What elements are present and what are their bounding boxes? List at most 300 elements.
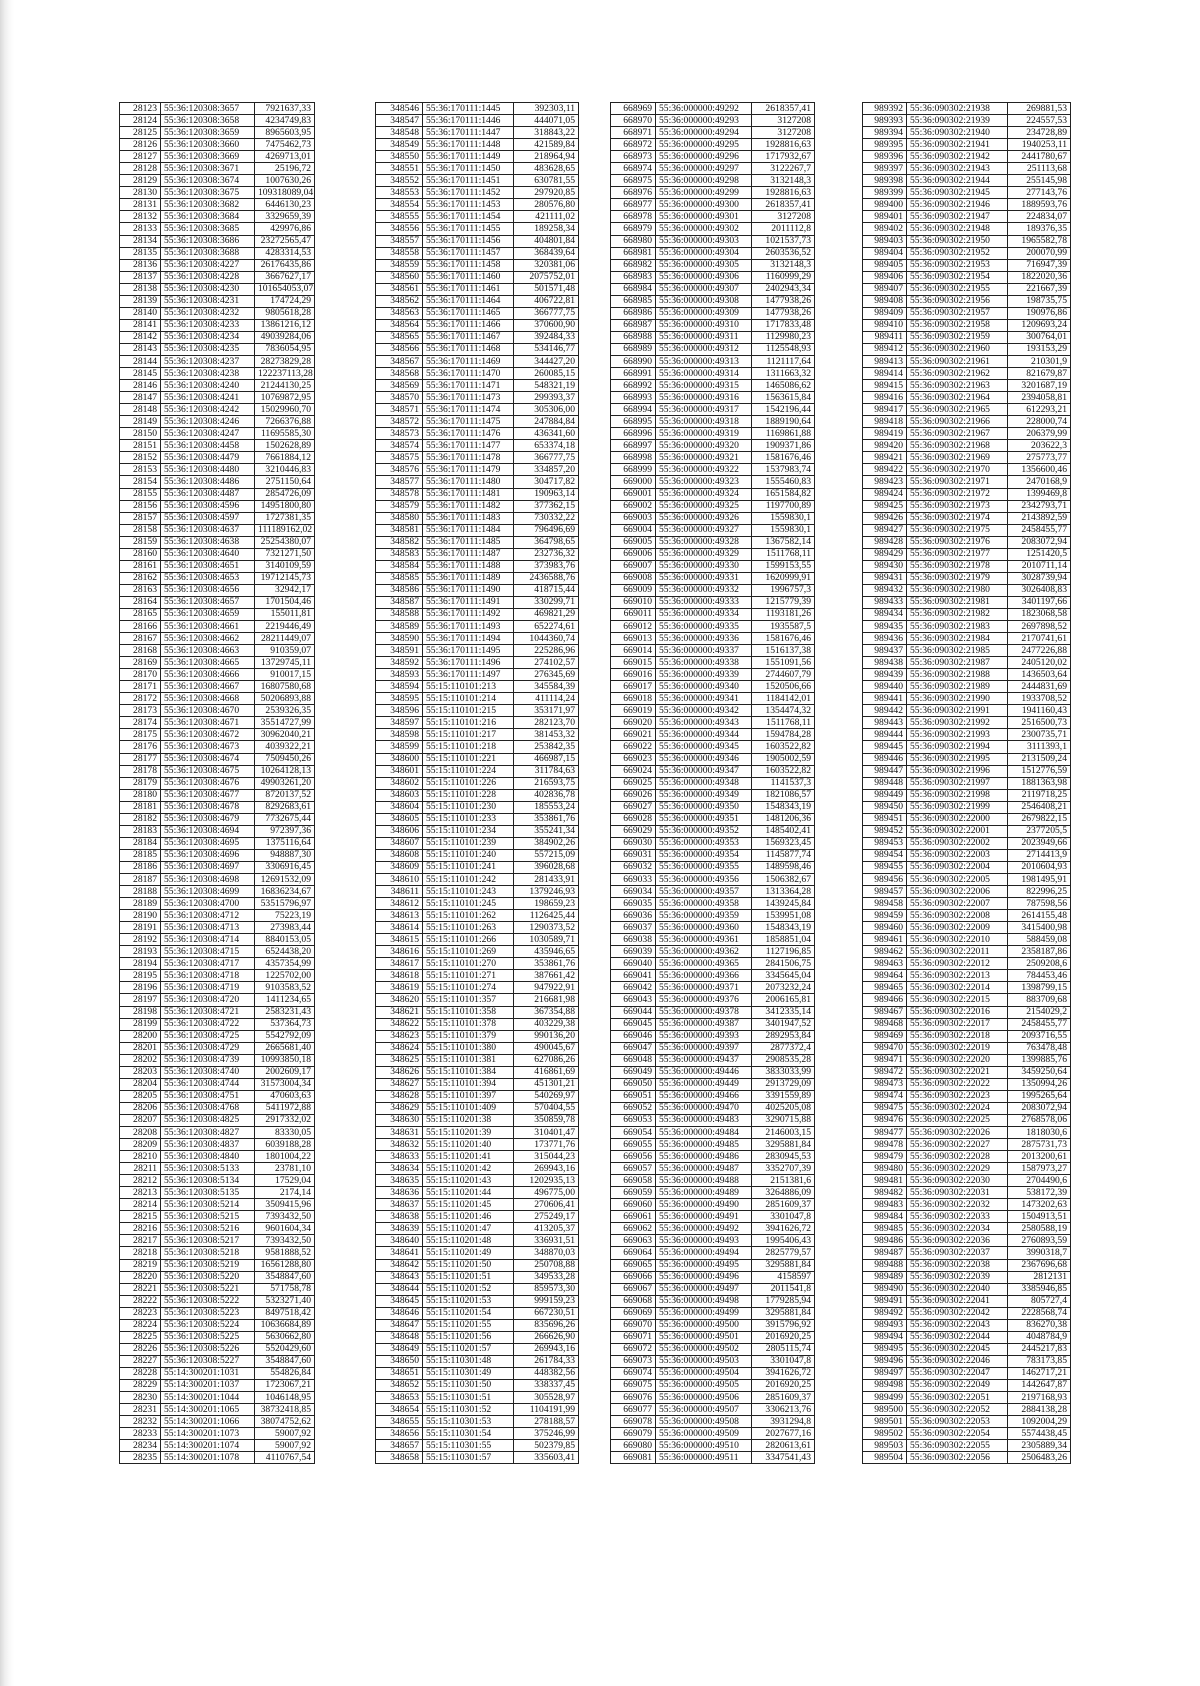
cadastral-value-cell: 540269,97	[514, 1090, 579, 1102]
row-number-cell: 28199	[120, 1018, 161, 1030]
cadastral-number-cell: 55:15:110201:54	[423, 1307, 514, 1319]
row-number-cell: 989425	[863, 500, 907, 512]
cadastral-number-cell: 55:15:110101:263	[423, 922, 514, 934]
table-row	[376, 476, 579, 488]
cadastral-value-cell: 3127208	[752, 127, 815, 139]
row-number-cell: 989439	[863, 669, 907, 681]
cadastral-value-cell: 203622,3	[1008, 440, 1071, 452]
cadastral-value-cell: 7661884,12	[255, 452, 315, 464]
cadastral-number-cell: 55:36:090302:21997	[907, 777, 1008, 789]
table-row	[611, 259, 815, 271]
cadastral-value-cell: 8497518,42	[255, 1307, 315, 1319]
cadastral-value-cell: 9805618,28	[255, 307, 315, 319]
table-row	[863, 1066, 1071, 1078]
row-number-cell: 28203	[120, 1066, 161, 1078]
row-number-cell: 669069	[611, 1307, 656, 1319]
table-row	[611, 813, 815, 825]
table-row	[120, 283, 315, 295]
cadastral-number-cell: 55:36:120308:4729	[161, 1042, 255, 1054]
row-number-cell: 28184	[120, 837, 161, 849]
cadastral-number-cell: 55:36:090302:21978	[907, 560, 1008, 572]
table-row	[863, 1452, 1071, 1464]
cadastral-number-cell: 55:36:090302:21948	[907, 223, 1008, 235]
table-row	[120, 1271, 315, 1283]
row-number-cell: 348650	[376, 1355, 423, 1367]
row-number-cell: 668975	[611, 175, 656, 187]
table-row	[863, 271, 1071, 283]
cadastral-number-cell: 55:14:300201:1074	[161, 1440, 255, 1452]
cadastral-value-cell: 3412335,14	[752, 1006, 815, 1018]
cadastral-number-cell: 55:36:120308:4479	[161, 452, 255, 464]
row-number-cell: 668998	[611, 452, 656, 464]
cadastral-number-cell: 55:36:120308:3685	[161, 223, 255, 235]
cadastral-value-cell: 2011112,8	[752, 223, 815, 235]
table-row	[120, 1379, 315, 1391]
row-number-cell: 28168	[120, 645, 161, 657]
cadastral-number-cell: 55:36:170111:1460	[423, 271, 514, 283]
table-row	[863, 127, 1071, 139]
cadastral-value-cell: 3295881,84	[752, 1259, 815, 1271]
cadastral-value-cell: 1889593,76	[1008, 199, 1071, 211]
table-row	[863, 548, 1071, 560]
row-number-cell: 669024	[611, 765, 656, 777]
cadastral-number-cell: 55:36:000000:49378	[656, 1006, 752, 1018]
cadastral-value-cell: 275249,17	[514, 1211, 579, 1223]
cadastral-value-cell: 1881363,98	[1008, 777, 1071, 789]
cadastral-value-cell: 2603536,52	[752, 247, 815, 259]
cadastral-number-cell: 55:36:120308:4725	[161, 1030, 255, 1042]
cadastral-number-cell: 55:15:110101:379	[423, 1030, 514, 1042]
row-number-cell: 28181	[120, 801, 161, 813]
table-row	[611, 223, 815, 235]
cadastral-number-cell: 55:15:110301:54	[423, 1428, 514, 1440]
table-row	[376, 103, 579, 115]
row-number-cell: 669080	[611, 1440, 656, 1452]
table-row	[376, 343, 579, 355]
row-number-cell: 28130	[120, 187, 161, 199]
table-row	[863, 1295, 1071, 1307]
cadastral-number-cell: 55:36:090302:22026	[907, 1126, 1008, 1138]
table-row	[611, 705, 815, 717]
cadastral-number-cell: 55:36:120308:5226	[161, 1343, 255, 1355]
row-number-cell: 28136	[120, 259, 161, 271]
table-row	[863, 1078, 1071, 1090]
cadastral-value-cell: 3132148,3	[752, 259, 815, 271]
row-number-cell: 348623	[376, 1030, 423, 1042]
table-row	[611, 380, 815, 392]
cadastral-value-cell: 155011,81	[255, 608, 315, 620]
cadastral-value-cell: 1981495,91	[1008, 874, 1071, 886]
cadastral-value-cell: 210301,9	[1008, 355, 1071, 367]
cadastral-number-cell: 55:36:000000:49337	[656, 645, 752, 657]
row-number-cell: 348563	[376, 307, 423, 319]
cadastral-number-cell: 55:36:000000:49361	[656, 934, 752, 946]
row-number-cell: 989446	[863, 753, 907, 765]
cadastral-value-cell: 821679,87	[1008, 368, 1071, 380]
row-number-cell: 348595	[376, 693, 423, 705]
cadastral-value-cell: 224834,07	[1008, 211, 1071, 223]
cadastral-number-cell: 55:36:000000:49339	[656, 669, 752, 681]
cadastral-value-cell: 570404,55	[514, 1102, 579, 1114]
cadastral-number-cell: 55:15:110301:51	[423, 1392, 514, 1404]
table-row	[611, 1440, 815, 1452]
cadastral-value-cell: 2143892,59	[1008, 512, 1071, 524]
row-number-cell: 348581	[376, 524, 423, 536]
cadastral-number-cell: 55:15:110201:52	[423, 1283, 514, 1295]
table-row	[376, 741, 579, 753]
cadastral-value-cell: 1354474,32	[752, 705, 815, 717]
row-number-cell: 28124	[120, 115, 161, 127]
table-row	[376, 247, 579, 259]
row-number-cell: 348618	[376, 970, 423, 982]
table-row	[863, 753, 1071, 765]
row-number-cell: 989482	[863, 1187, 907, 1199]
cadastral-value-cell: 1197700,89	[752, 500, 815, 512]
cadastral-value-cell: 216681,98	[514, 994, 579, 1006]
row-number-cell: 989427	[863, 524, 907, 536]
table-row	[611, 910, 815, 922]
cadastral-value-cell: 451301,21	[514, 1078, 579, 1090]
table-row	[120, 199, 315, 211]
row-number-cell: 989489	[863, 1271, 907, 1283]
cadastral-number-cell: 55:36:120308:4640	[161, 548, 255, 560]
table-row	[611, 1126, 815, 1138]
cadastral-value-cell: 1399469,8	[1008, 488, 1071, 500]
row-number-cell: 669081	[611, 1452, 656, 1464]
table-row	[863, 645, 1071, 657]
row-number-cell: 28174	[120, 717, 161, 729]
cadastral-number-cell: 55:36:120308:5218	[161, 1247, 255, 1259]
cadastral-value-cell: 3915796,92	[752, 1319, 815, 1331]
row-number-cell: 28219	[120, 1259, 161, 1271]
cadastral-value-cell: 1555460,83	[752, 476, 815, 488]
cadastral-number-cell: 55:36:090302:21974	[907, 512, 1008, 524]
cadastral-number-cell: 55:15:110101:271	[423, 970, 514, 982]
row-number-cell: 28170	[120, 669, 161, 681]
cadastral-number-cell: 55:36:170111:1482	[423, 500, 514, 512]
row-number-cell: 989416	[863, 392, 907, 404]
cadastral-number-cell: 55:36:170111:1483	[423, 512, 514, 524]
row-number-cell: 348560	[376, 271, 423, 283]
cadastral-number-cell: 55:36:090302:21950	[907, 235, 1008, 247]
cadastral-number-cell: 55:36:170111:1485	[423, 536, 514, 548]
table-row	[611, 825, 815, 837]
cadastral-value-cell: 2002609,17	[255, 1066, 315, 1078]
row-number-cell: 348653	[376, 1392, 423, 1404]
row-number-cell: 348645	[376, 1295, 423, 1307]
cadastral-value-cell: 2618357,41	[752, 199, 815, 211]
cadastral-value-cell: 28273829,28	[255, 355, 315, 367]
cadastral-value-cell: 3290715,88	[752, 1114, 815, 1126]
row-number-cell: 669036	[611, 910, 656, 922]
table-row	[376, 115, 579, 127]
table-row	[376, 1199, 579, 1211]
row-number-cell: 668976	[611, 187, 656, 199]
row-number-cell: 668988	[611, 331, 656, 343]
cadastral-value-cell: 311784,63	[514, 765, 579, 777]
table-row	[863, 1126, 1071, 1138]
cadastral-number-cell: 55:36:170111:1468	[423, 343, 514, 355]
cadastral-number-cell: 55:36:120308:4825	[161, 1114, 255, 1126]
table-row	[863, 633, 1071, 645]
cadastral-value-cell: 2093716,55	[1008, 1030, 1071, 1042]
table-row	[120, 825, 315, 837]
table-row	[376, 633, 579, 645]
cadastral-value-cell: 1399885,76	[1008, 1054, 1071, 1066]
row-number-cell: 348579	[376, 500, 423, 512]
table-row	[120, 717, 315, 729]
cadastral-value-cell: 2358187,86	[1008, 946, 1071, 958]
row-number-cell: 989475	[863, 1102, 907, 1114]
row-number-cell: 348589	[376, 621, 423, 633]
table-row	[120, 1331, 315, 1343]
row-number-cell: 348586	[376, 584, 423, 596]
cadastral-number-cell: 55:15:110101:397	[423, 1090, 514, 1102]
cadastral-value-cell: 3352707,39	[752, 1163, 815, 1175]
row-number-cell: 989398	[863, 175, 907, 187]
table-row	[120, 874, 315, 886]
cadastral-number-cell: 55:36:120308:4659	[161, 608, 255, 620]
cadastral-number-cell: 55:15:110201:38	[423, 1114, 514, 1126]
cadastral-value-cell: 1104191,99	[514, 1404, 579, 1416]
cadastral-value-cell: 5411972,88	[255, 1102, 315, 1114]
table-row	[376, 235, 579, 247]
row-number-cell: 669035	[611, 898, 656, 910]
table-body	[376, 103, 579, 1464]
cadastral-number-cell: 55:36:000000:49446	[656, 1066, 752, 1078]
cadastral-value-cell: 3415400,98	[1008, 922, 1071, 934]
cadastral-number-cell: 55:36:120308:4596	[161, 500, 255, 512]
cadastral-value-cell: 277143,76	[1008, 187, 1071, 199]
cadastral-value-cell: 2154029,2	[1008, 1006, 1071, 1018]
cadastral-number-cell: 55:36:120308:4678	[161, 801, 255, 813]
row-number-cell: 348638	[376, 1211, 423, 1223]
table-row	[863, 970, 1071, 982]
row-number-cell: 348571	[376, 404, 423, 416]
row-number-cell: 28152	[120, 452, 161, 464]
row-number-cell: 668993	[611, 392, 656, 404]
row-number-cell: 669058	[611, 1175, 656, 1187]
cadastral-value-cell: 111189162,02	[255, 524, 315, 536]
table-row	[611, 1331, 815, 1343]
cadastral-value-cell: 4283314,53	[255, 247, 315, 259]
row-number-cell: 669006	[611, 548, 656, 560]
cadastral-number-cell: 55:15:110101:270	[423, 958, 514, 970]
row-number-cell: 668990	[611, 355, 656, 367]
table-row	[611, 536, 815, 548]
cadastral-number-cell: 55:36:090302:21998	[907, 789, 1008, 801]
cadastral-value-cell: 305306,00	[514, 404, 579, 416]
cadastral-number-cell: 55:36:000000:49503	[656, 1355, 752, 1367]
row-number-cell: 669009	[611, 584, 656, 596]
row-number-cell: 348626	[376, 1066, 423, 1078]
cadastral-value-cell: 1481206,36	[752, 813, 815, 825]
row-number-cell: 28218	[120, 1247, 161, 1259]
row-number-cell: 348559	[376, 259, 423, 271]
cadastral-number-cell: 55:36:090302:22029	[907, 1163, 1008, 1175]
row-number-cell: 348639	[376, 1223, 423, 1235]
row-number-cell: 989462	[863, 946, 907, 958]
table-row	[863, 934, 1071, 946]
cadastral-value-cell: 75223,19	[255, 910, 315, 922]
row-number-cell: 348637	[376, 1199, 423, 1211]
cadastral-value-cell: 1439245,84	[752, 898, 815, 910]
row-number-cell: 669041	[611, 970, 656, 982]
cadastral-value-cell: 266626,90	[514, 1331, 579, 1343]
cadastral-value-cell: 269881,53	[1008, 103, 1071, 115]
cadastral-number-cell: 55:36:000000:49489	[656, 1187, 752, 1199]
cadastral-value-cell: 418715,44	[514, 584, 579, 596]
row-number-cell: 28213	[120, 1187, 161, 1199]
cadastral-value-cell: 282123,70	[514, 717, 579, 729]
row-number-cell: 348561	[376, 283, 423, 295]
table-row	[611, 1319, 815, 1331]
table-row	[120, 319, 315, 331]
cadastral-number-cell: 55:36:090302:21973	[907, 500, 1008, 512]
table-row	[376, 777, 579, 789]
cadastral-number-cell: 55:36:120308:5221	[161, 1283, 255, 1295]
cadastral-value-cell: 396028,68	[514, 861, 579, 873]
table-row	[376, 452, 579, 464]
table-row	[863, 1199, 1071, 1211]
cadastral-number-cell: 55:36:090302:22020	[907, 1054, 1008, 1066]
row-number-cell: 348594	[376, 681, 423, 693]
cadastral-number-cell: 55:36:090302:21962	[907, 368, 1008, 380]
cadastral-value-cell: 5542792,09	[255, 1030, 315, 1042]
cadastral-number-cell: 55:36:090302:21980	[907, 584, 1008, 596]
table-row	[611, 1428, 815, 1440]
cadastral-number-cell: 55:36:090302:21967	[907, 428, 1008, 440]
table-row	[863, 958, 1071, 970]
cadastral-value-cell: 9103583,52	[255, 982, 315, 994]
cadastral-value-cell: 345584,39	[514, 681, 579, 693]
table-row	[120, 536, 315, 548]
row-number-cell: 28235	[120, 1452, 161, 1464]
cadastral-number-cell: 55:36:090302:21984	[907, 633, 1008, 645]
cadastral-value-cell: 368439,64	[514, 247, 579, 259]
row-number-cell: 989440	[863, 681, 907, 693]
cadastral-number-cell: 55:36:090302:22049	[907, 1379, 1008, 1391]
table-row	[611, 548, 815, 560]
row-number-cell: 989432	[863, 584, 907, 596]
cadastral-value-cell: 344427,20	[514, 355, 579, 367]
cadastral-number-cell: 55:36:090302:21955	[907, 283, 1008, 295]
cadastral-value-cell: 216593,75	[514, 777, 579, 789]
row-number-cell: 668991	[611, 368, 656, 380]
cadastral-value-cell: 948887,30	[255, 849, 315, 861]
table-row	[863, 1283, 1071, 1295]
table-row	[120, 404, 315, 416]
cadastral-number-cell: 55:36:090302:22018	[907, 1030, 1008, 1042]
table-row	[611, 681, 815, 693]
cadastral-value-cell: 1477938,26	[752, 295, 815, 307]
cadastral-value-cell: 787598,56	[1008, 898, 1071, 910]
table-row	[611, 440, 815, 452]
table-row	[611, 1452, 815, 1464]
cadastral-number-cell: 55:36:000000:49301	[656, 211, 752, 223]
cadastral-value-cell: 1367582,14	[752, 536, 815, 548]
cadastral-number-cell: 55:36:170111:1451	[423, 175, 514, 187]
table-row	[863, 861, 1071, 873]
cadastral-value-cell: 1356600,46	[1008, 464, 1071, 476]
cadastral-number-cell: 55:36:170111:1453	[423, 199, 514, 211]
cadastral-number-cell: 55:36:120308:4228	[161, 271, 255, 283]
cadastral-number-cell: 55:36:000000:49357	[656, 886, 752, 898]
row-number-cell: 669010	[611, 596, 656, 608]
table-row	[120, 693, 315, 705]
table-row	[863, 199, 1071, 211]
row-number-cell: 348582	[376, 536, 423, 548]
row-number-cell: 989493	[863, 1319, 907, 1331]
row-number-cell: 669034	[611, 886, 656, 898]
cadastral-value-cell: 3548847,60	[255, 1355, 315, 1367]
cadastral-value-cell: 3401947,52	[752, 1018, 815, 1030]
cadastral-number-cell: 55:36:170111:1493	[423, 621, 514, 633]
cadastral-number-cell: 55:36:000000:49494	[656, 1247, 752, 1259]
table-row	[863, 500, 1071, 512]
row-number-cell: 989412	[863, 343, 907, 355]
row-number-cell: 668980	[611, 235, 656, 247]
row-number-cell: 28154	[120, 476, 161, 488]
row-number-cell: 989478	[863, 1139, 907, 1151]
table-row	[863, 1090, 1071, 1102]
cadastral-number-cell: 55:36:090302:22021	[907, 1066, 1008, 1078]
table-row	[611, 1139, 815, 1151]
row-number-cell: 989474	[863, 1090, 907, 1102]
cadastral-number-cell: 55:36:090302:22012	[907, 958, 1008, 970]
cadastral-value-cell: 4110767,54	[255, 1452, 315, 1464]
table-row	[120, 645, 315, 657]
cadastral-value-cell: 1965582,78	[1008, 235, 1071, 247]
cadastral-number-cell: 55:36:000000:49306	[656, 271, 752, 283]
cadastral-number-cell: 55:36:090302:21943	[907, 163, 1008, 175]
cadastral-number-cell: 55:36:120308:4247	[161, 428, 255, 440]
cadastral-value-cell: 10993850,18	[255, 1054, 315, 1066]
row-number-cell: 348572	[376, 416, 423, 428]
table-row	[611, 1283, 815, 1295]
table-row	[120, 163, 315, 175]
cadastral-value-cell: 318843,22	[514, 127, 579, 139]
table-row	[863, 1175, 1071, 1187]
row-number-cell: 28153	[120, 464, 161, 476]
cadastral-number-cell: 55:36:120308:4695	[161, 837, 255, 849]
cadastral-number-cell: 55:14:300201:1037	[161, 1379, 255, 1391]
row-number-cell: 28166	[120, 621, 161, 633]
cadastral-value-cell: 16807580,68	[255, 681, 315, 693]
cadastral-number-cell: 55:36:170111:1496	[423, 657, 514, 669]
row-number-cell: 669078	[611, 1416, 656, 1428]
cadastral-number-cell: 55:36:090302:21975	[907, 524, 1008, 536]
table-row	[611, 958, 815, 970]
cadastral-number-cell: 55:36:120308:4233	[161, 319, 255, 331]
cadastral-number-cell: 55:36:120308:4651	[161, 560, 255, 572]
row-number-cell: 989490	[863, 1283, 907, 1295]
cadastral-value-cell: 2170741,61	[1008, 633, 1071, 645]
cadastral-number-cell: 55:36:000000:49324	[656, 488, 752, 500]
cadastral-value-cell: 630781,55	[514, 175, 579, 187]
cadastral-number-cell: 55:36:120308:5220	[161, 1271, 255, 1283]
cadastral-value-cell: 1251420,5	[1008, 548, 1071, 560]
cadastral-number-cell: 55:36:090302:21971	[907, 476, 1008, 488]
cadastral-value-cell: 1465086,62	[752, 380, 815, 392]
table-row	[611, 982, 815, 994]
row-number-cell: 669038	[611, 934, 656, 946]
cadastral-value-cell: 2131509,24	[1008, 753, 1071, 765]
table-row	[611, 837, 815, 849]
row-number-cell: 669026	[611, 789, 656, 801]
row-number-cell: 989456	[863, 874, 907, 886]
table-row	[863, 693, 1071, 705]
